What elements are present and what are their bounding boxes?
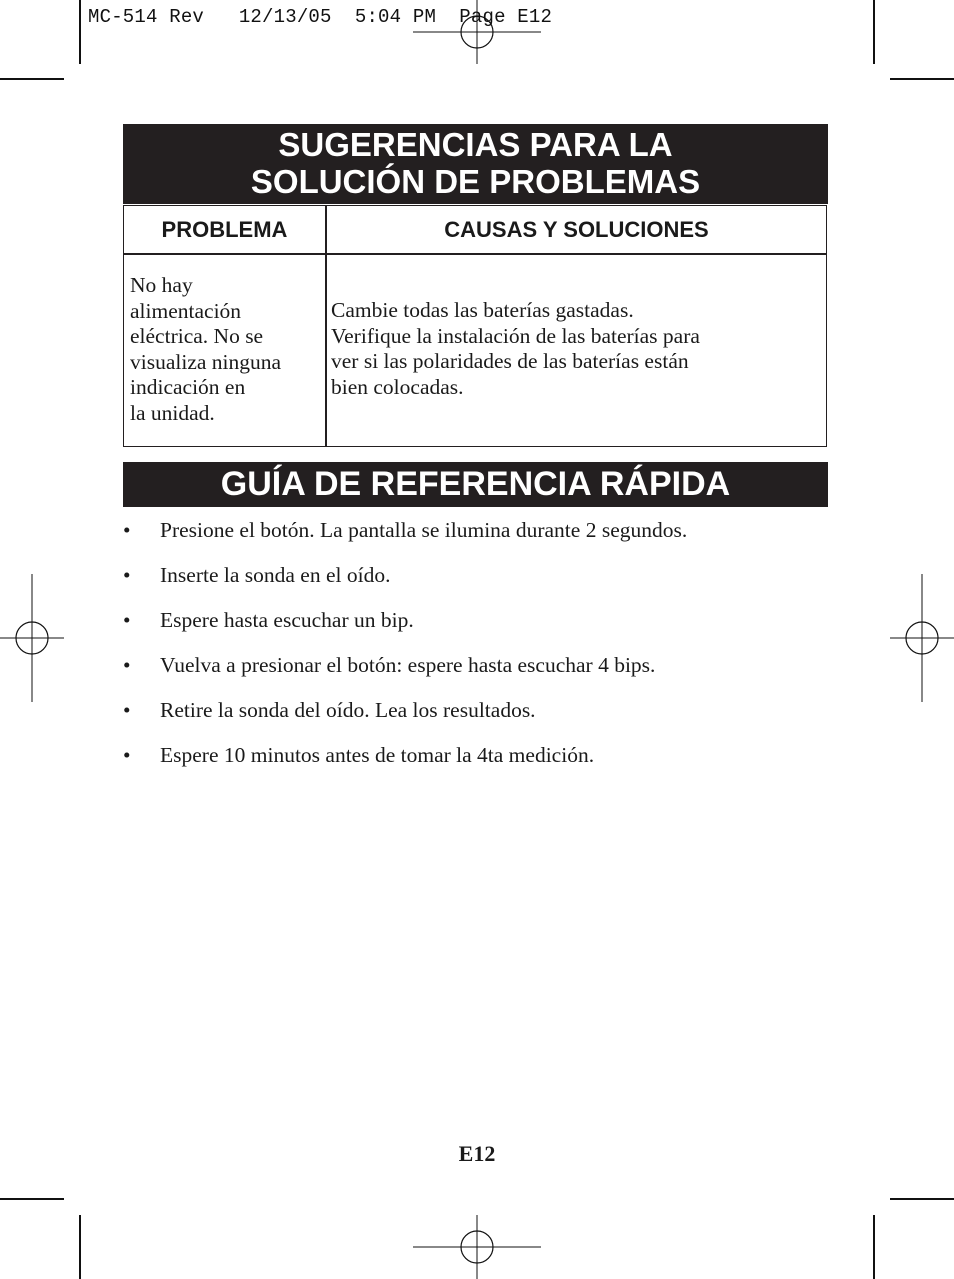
quick-guide-list bbox=[123, 515, 823, 785]
bullet: • bbox=[123, 563, 131, 587]
step-text: Inserte la sonda en el oído. bbox=[160, 563, 391, 587]
problem-line: alimentación bbox=[130, 298, 242, 323]
solution-cell bbox=[331, 298, 811, 400]
bullet: • bbox=[123, 608, 131, 632]
bullet: • bbox=[123, 743, 131, 767]
step-text: Espere 10 minutos antes de tomar la 4ta medición. bbox=[160, 743, 595, 767]
quick-guide-heading: GUÍA DE REFERENCIA RÁPIDA bbox=[123, 462, 828, 507]
step-text: Espere hasta escuchar un bip. bbox=[160, 608, 414, 632]
solution-line: ver si las polaridades de las baterías están bbox=[331, 349, 689, 373]
bullet: • bbox=[123, 698, 131, 722]
page-number: E12 bbox=[458, 1141, 496, 1166]
list-item bbox=[123, 605, 823, 650]
problem-line: eléctrica. No se bbox=[130, 324, 264, 348]
step-text: Retire la sonda del oído. Lea los resultados. bbox=[160, 698, 536, 722]
column-header-problem: PROBLEMA bbox=[161, 217, 288, 242]
bullet: • bbox=[123, 653, 131, 677]
troubleshooting-heading bbox=[123, 124, 828, 204]
list-item bbox=[123, 650, 823, 695]
printer-slug: MC-514 Rev 12/13/05 5:04 PM Page E12 bbox=[88, 6, 553, 28]
registration-mark-bottom-icon bbox=[413, 1215, 541, 1279]
troubleshooting-heading-line1: SUGERENCIAS PARA LA bbox=[278, 126, 673, 163]
registration-mark-top-icon bbox=[413, 0, 541, 64]
header-divider bbox=[124, 253, 826, 255]
problem-cell bbox=[130, 273, 320, 426]
column-header-causes: CAUSAS Y SOLUCIONES bbox=[444, 217, 709, 242]
bullet: • bbox=[123, 518, 131, 542]
solution-line: Cambie todas las baterías gastadas. bbox=[331, 298, 634, 322]
registration-mark-right-icon bbox=[890, 574, 954, 702]
problem-line: No hay bbox=[130, 273, 193, 297]
step-text: Presione el botón. La pantalla se ilumina durante 2 segundos. bbox=[160, 518, 688, 542]
problem-line: visualiza ninguna bbox=[130, 349, 282, 374]
troubleshooting-table bbox=[123, 205, 827, 447]
list-item bbox=[123, 695, 823, 740]
problem-line: la unidad. bbox=[130, 400, 215, 425]
step-text: Vuelva a presionar el botón: espere hasta escuchar 4 bips. bbox=[160, 653, 656, 677]
list-item bbox=[123, 515, 823, 560]
troubleshooting-heading-line2: SOLUCIÓN DE PROBLEMAS bbox=[250, 163, 701, 200]
registration-mark-left-icon bbox=[0, 574, 64, 702]
problem-line: indicación en bbox=[130, 375, 246, 399]
list-item bbox=[123, 560, 823, 605]
list-item bbox=[123, 740, 823, 785]
solution-line: bien colocadas. bbox=[331, 374, 464, 399]
solution-line: Verifique la instalación de las baterías para bbox=[331, 323, 700, 348]
